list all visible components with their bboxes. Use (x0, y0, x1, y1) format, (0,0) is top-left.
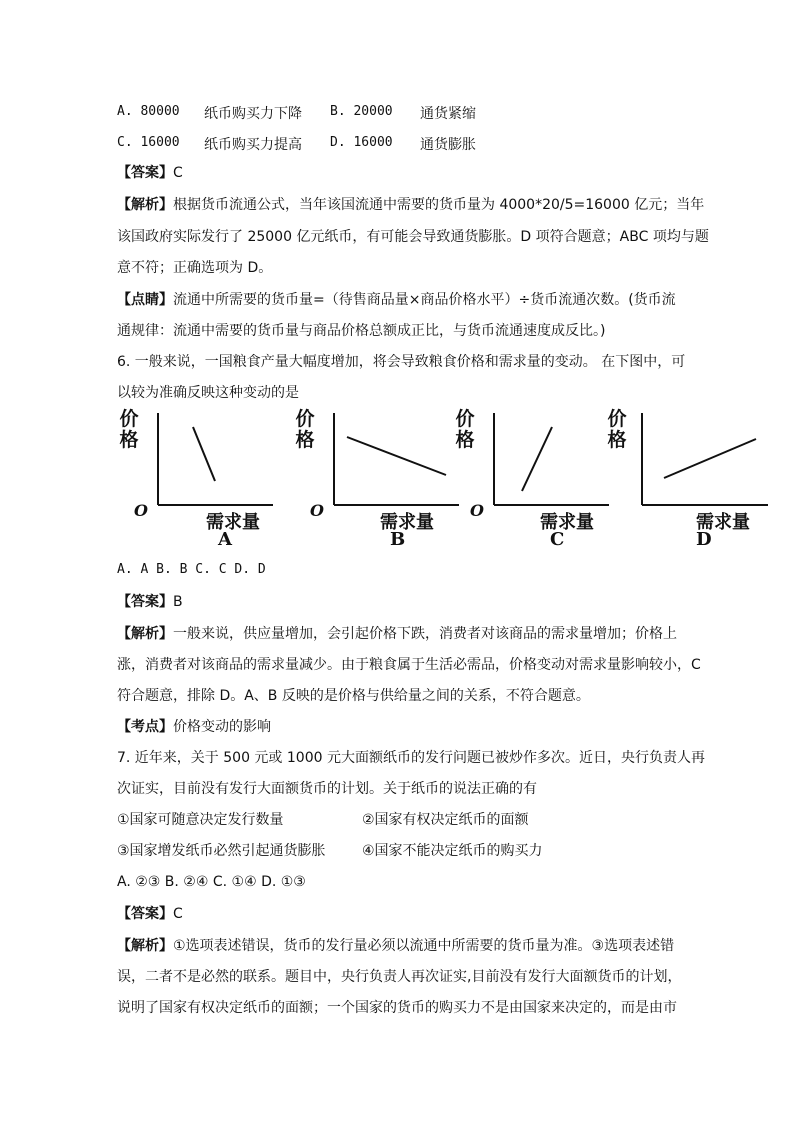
q5-option-c-label: C. 16000 (117, 135, 180, 150)
q5-option-a-text: 纸币购买力下降 (204, 106, 302, 122)
chart-d-caption: D (696, 529, 712, 550)
chart-d-x-label: 需求量 (696, 512, 750, 533)
q5-option-c-text: 纸币购买力提高 (204, 137, 302, 153)
q7-options: A. ②③ B. ②④ C. ①④ D. ①③ (117, 874, 306, 890)
chart-c (454, 405, 614, 555)
chart-b-curve (347, 437, 446, 475)
q7-stem-line-1: 7. 近年来，关于 500 元或 1000 元大面额纸币的发行问题已被炒作多次。近日，央行负责人再 (117, 750, 705, 766)
chart-d-curve (664, 439, 756, 478)
q7-answer: 【答案】C (117, 906, 183, 922)
q7-analysis-line-1: 【解析】①选项表述错误，货币的发行量必须以流通中所需要的货币量为准。③选项表述错 (117, 938, 675, 954)
q6-analysis-line-3: 符合题意，排除 D。A、B 反映的是价格与供给量之间的关系，不符合题意。 (117, 688, 590, 704)
q5-analysis-line-2: 该国政府实际发行了 25000 亿元纸币，有可能会导致通货膨胀。D 项符合题意；ABC 项均与题 (117, 229, 709, 245)
q7-analysis-line-3: 说明了国家有权决定纸币的面额；一个国家的货币的购买力不是由国家来决定的，而是由市 (117, 1000, 677, 1016)
chart-b-caption: B (390, 529, 406, 550)
chart-b-x-label: 需求量 (380, 512, 434, 533)
q5-analysis-line-1: 【解析】根据货币流通公式，当年该国流通中需要的货币量为 4000*20/5=16000 亿元；当年 (117, 197, 705, 213)
chart-b (294, 405, 454, 555)
chart-c-x-label: 需求量 (540, 512, 594, 533)
q5-option-a-label: A. 80000 (117, 104, 180, 119)
q6-stem-line-1: 6. 一般来说，一国粮食产量大幅度增加，将会导致粮食价格和需求量的变动。 在下图中，可 (117, 354, 686, 370)
q7-item-2: ②国家有权决定纸币的面额 (362, 812, 529, 828)
q6-options: A. A B. B C. C D. D (117, 562, 266, 577)
chart-b-origin: O (310, 501, 324, 520)
chart-c-caption: C (550, 529, 565, 550)
q5-point-line-1: 【点睛】流通中所需要的货币量=（待售商品量×商品价格水平）÷货币流通次数。(货币流 (117, 292, 676, 308)
q5-option-d-text: 通货膨胀 (420, 137, 476, 153)
chart-a-caption: A (218, 529, 232, 550)
chart-d-plot (606, 405, 776, 555)
q6-answer: 【答案】B (117, 594, 183, 610)
q5-point-line-2: 通规律：流通中需要的货币量与商品价格总额成正比，与货币流通速度成反比。) (117, 323, 606, 339)
chart-a-origin: O (134, 501, 148, 520)
chart-c-curve (522, 427, 552, 491)
q7-item-1: ①国家可随意决定发行数量 (117, 812, 284, 828)
chart-a-x-label: 需求量 (206, 512, 260, 533)
chart-c-y-label: 价 格 (455, 408, 475, 451)
chart-b-y-label: 价 格 (295, 408, 315, 451)
q5-option-b-text: 通货紧缩 (420, 106, 476, 122)
chart-a-curve (193, 427, 215, 481)
q5-option-d-label: D. 16000 (330, 135, 393, 150)
q5-analysis-line-3: 意不符；正确选项为 D。 (117, 260, 273, 276)
chart-a-y-label: 价 格 (119, 408, 139, 451)
chart-d (606, 405, 766, 555)
q7-analysis-line-2: 误，二者不是必然的联系。题目中，央行负责人再次证实,目前没有发行大面额货币的计划， (117, 969, 682, 985)
chart-b-plot (294, 405, 464, 555)
demand-price-charts (110, 405, 790, 555)
q7-item-3: ③国家增发纸币必然引起通货膨胀 (117, 843, 326, 859)
q6-analysis-line-1: 【解析】一般来说，供应量增加，会引起价格下跌，消费者对该商品的需求量增加；价格上 (117, 626, 677, 642)
q5-option-b-label: B. 20000 (330, 104, 393, 119)
q7-stem-line-2: 次证实，目前没有发行大面额货币的计划。关于纸币的说法正确的有 (117, 781, 537, 797)
chart-d-y-label: 价 格 (607, 408, 627, 451)
chart-c-origin: O (470, 501, 484, 520)
chart-a (118, 405, 278, 555)
q5-answer: 【答案】C (117, 165, 183, 181)
q6-analysis-line-2: 涨，消费者对该商品的需求量减少。由于粮食属于生活必需品，价格变动对需求量影响较小，C (117, 657, 701, 673)
q6-stem-line-2: 以较为准确反映这种变动的是 (117, 385, 299, 401)
q7-item-4: ④国家不能决定纸币的购买力 (362, 843, 543, 859)
q6-point: 【考点】价格变动的影响 (117, 719, 271, 735)
